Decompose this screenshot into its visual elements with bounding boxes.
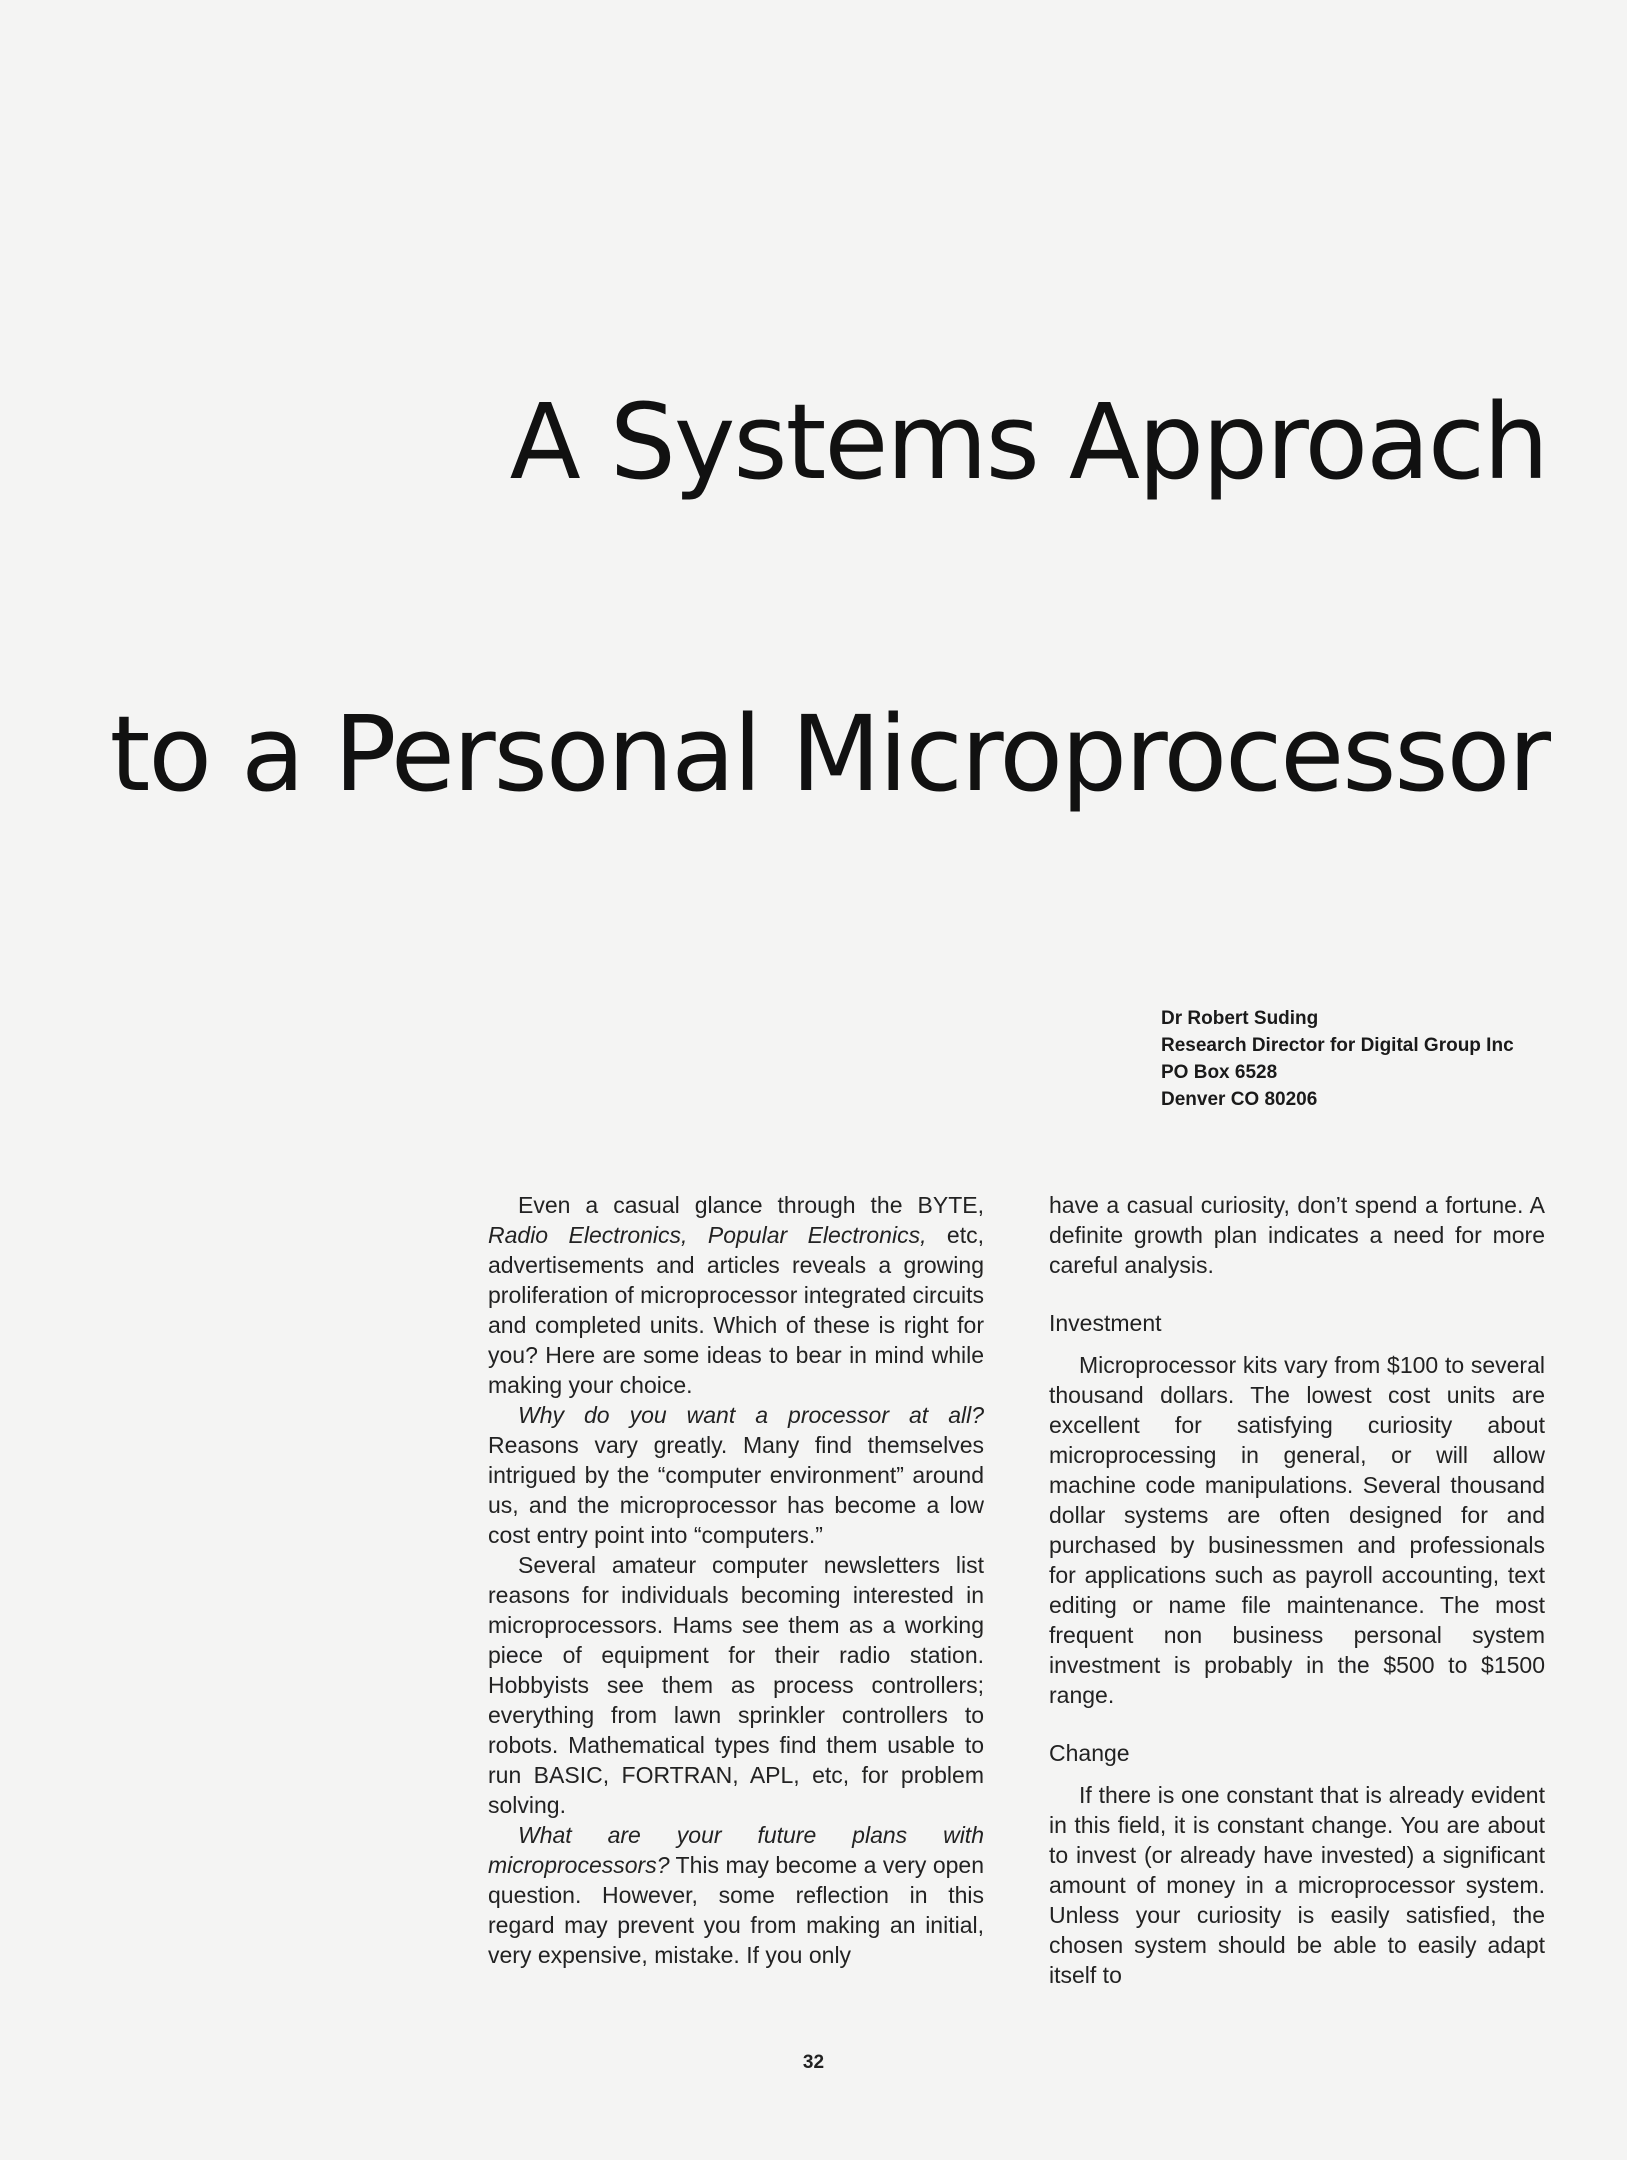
author-address-line-1: PO Box 6528 [1161,1062,1278,1083]
left-paragraph-1 [488,1190,984,1400]
right-paragraph-1: have a casual curiosity, don’t spend a fortune. A definite growth plan indicates a need for more careful analysis. [1049,1192,1545,1278]
left-paragraph-3: Several amateur computer newsletters list reasons for individuals becoming interested in microprocessors. Hams see them as a working piece of equipment for their radio station. Hobbyists see them as process controllers; everything from lawn sprinkler controllers to robots. Mathematical types find them usable to run BASIC, FORTRAN, APL, etc, for problem solving. [488,1552,984,1818]
left-paragraph-1-part-c: etc, advertisements and articles reveals a growing proliferation of microprocessor integrated circuits and completed units. Which of these is right for you? Here are some ideas to bear in mind while making your choice. [488,1222,984,1398]
section-heading-investment: Investment [1049,1310,1162,1336]
right-text-column [1049,1190,1545,1990]
left-paragraph-2-body: Reasons vary greatly. Many find themselves intrigued by the “computer environment” around us, and the microprocessor has become a low cost entry point into “computers.” [488,1432,984,1548]
author-position: Research Director for Digital Group Inc [1161,1035,1514,1056]
article-title-line-2: to a Personal Microprocessor [109,693,1549,815]
author-address-line-2: Denver CO 80206 [1161,1089,1318,1110]
section-heading-change: Change [1049,1740,1130,1766]
magazine-names: Radio Electronics, Popular Electronics, [488,1222,927,1248]
left-paragraph-2 [488,1400,984,1550]
author-name: Dr Robert Suding [1161,1008,1319,1029]
left-text-column [488,1190,984,1970]
left-paragraph-1-part-a: Even a casual glance through the BYTE, [518,1192,984,1218]
question-future-plans: What are your future plans with microprocessors? [488,1822,984,1878]
right-paragraph-3: If there is one constant that is already evident in this field, it is constant change. You are about to invest (or already have invested) a significant amount of money in a microprocessor system. Unless your curiosity is easily satisfied, the chosen system should be able to easily adapt itself to [1049,1782,1545,1988]
question-why-processor: Why do you want a processor at all? [518,1402,984,1428]
page-number: 32 [802,2052,825,2073]
article-title-line-1: A Systems Approach [509,381,1547,503]
left-paragraph-4 [488,1820,984,1970]
right-paragraph-2: Microprocessor kits vary from $100 to several thousand dollars. The lowest cost units are excellent for satisfying curiosity about microprocessing in general, or will allow machine code manipulations. Several thousand dollar systems are often designed for and purchased by businessmen and professionals for applications such as payroll accounting, text editing or name file maintenance. The most frequent non business personal system investment is probably in the $500 to $1500 range. [1049,1352,1545,1708]
left-paragraph-4-body: This may become a very open question. However, some reflection in this regard may prevent you from making an initial, very expensive, mistake. If you only [488,1852,984,1968]
author-byline [1161,1005,1514,1113]
